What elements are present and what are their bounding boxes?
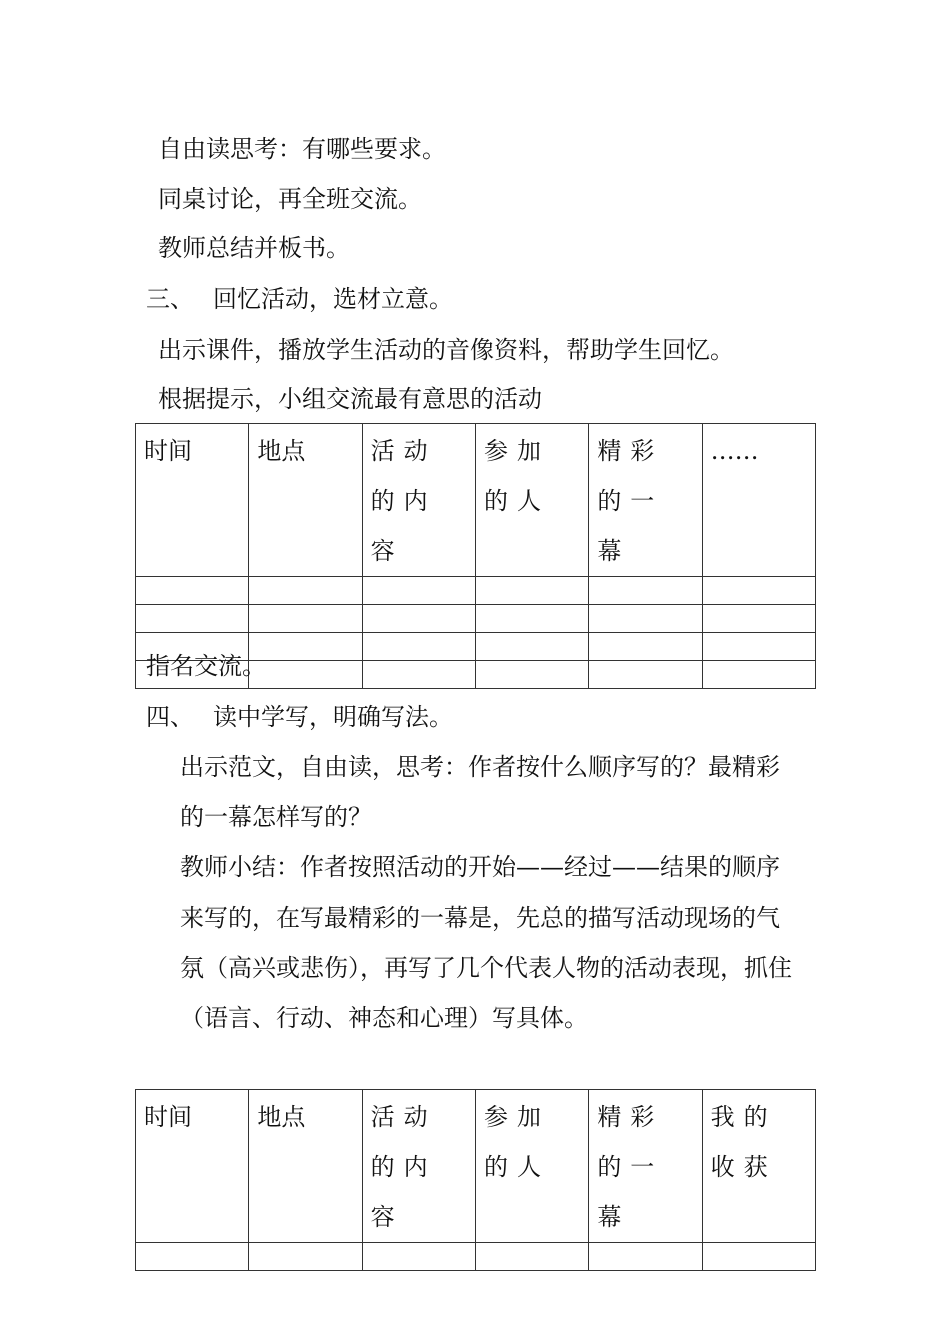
table-cell — [589, 1243, 702, 1271]
section4-line: 氛（高兴或悲伤），再写了几个代表人物的活动表现，抓住 — [180, 954, 792, 982]
table-header-cell: 地点 — [249, 1090, 362, 1243]
table-cell — [249, 605, 362, 633]
section3-number: 三、 — [146, 285, 194, 313]
table-header-row — [136, 1090, 816, 1243]
section2-line1: 自由读思考：有哪些要求。 — [158, 135, 446, 163]
section2-line3: 教师总结并板书。 — [158, 234, 350, 262]
table-cell — [362, 605, 475, 633]
table-cell — [475, 1243, 588, 1271]
table-cell — [362, 661, 475, 689]
table-header-cell: 时间 — [136, 424, 249, 577]
table-cell — [362, 577, 475, 605]
table-cell — [589, 633, 702, 661]
table-cell — [136, 1243, 249, 1271]
section4-number: 四、 — [146, 703, 194, 731]
table-header-cell: 时间 — [136, 1090, 249, 1243]
table-cell — [589, 661, 702, 689]
table-header-cell: 精彩的一幕 — [589, 424, 702, 577]
table-cell — [702, 633, 815, 661]
table-header-cell: 精彩的一幕 — [589, 1090, 702, 1243]
section4-title: 读中学写，明确写法。 — [213, 703, 453, 731]
table-cell — [475, 577, 588, 605]
after-table-line: 指名交流。 — [146, 652, 266, 680]
table-cell — [475, 633, 588, 661]
table-cell — [249, 577, 362, 605]
table-cell — [589, 605, 702, 633]
table-cell — [589, 577, 702, 605]
section4-line: （语言、行动、神态和心理）写具体。 — [180, 1004, 588, 1032]
section3-line1: 出示课件，播放学生活动的音像资料，帮助学生回忆。 — [158, 336, 734, 364]
table-cell — [475, 661, 588, 689]
section2-line2: 同桌讨论，再全班交流。 — [158, 185, 422, 213]
section3-title: 回忆活动，选材立意。 — [213, 285, 453, 313]
table-cell — [702, 605, 815, 633]
table-header-cell: 活动的内容 — [362, 1090, 475, 1243]
section4-line: 来写的，在写最精彩的一幕是，先总的描写活动现场的气 — [180, 904, 780, 932]
table-row — [136, 605, 816, 633]
table-cell — [136, 605, 249, 633]
table-cell — [702, 661, 815, 689]
table-cell — [249, 1243, 362, 1271]
table-header-cell: 参加的人 — [475, 1090, 588, 1243]
table-header-cell: 活动的内容 — [362, 424, 475, 577]
table-header-cell: …… — [702, 424, 815, 577]
table-cell — [362, 633, 475, 661]
table-row — [136, 1243, 816, 1271]
table-header-cell: 地点 — [249, 424, 362, 577]
table-header-row — [136, 424, 816, 577]
harvest-table — [135, 1089, 816, 1271]
section4-line: 的一幕怎样写的？ — [180, 803, 372, 831]
section4-line: 出示范文，自由读，思考：作者按什么顺序写的？最精彩 — [180, 753, 780, 781]
table-header-cell: 参加的人 — [475, 424, 588, 577]
section3-line2: 根据提示，小组交流最有意思的活动 — [158, 385, 542, 413]
table-cell — [702, 1243, 815, 1271]
table-row — [136, 577, 816, 605]
table-cell — [362, 1243, 475, 1271]
table-cell — [702, 577, 815, 605]
table-cell — [475, 605, 588, 633]
table-header-cell: 我的收获 — [702, 1090, 815, 1243]
activity-table — [135, 423, 816, 689]
table-cell — [136, 577, 249, 605]
section4-line: 教师小结：作者按照活动的开始——经过——结果的顺序 — [180, 853, 780, 881]
